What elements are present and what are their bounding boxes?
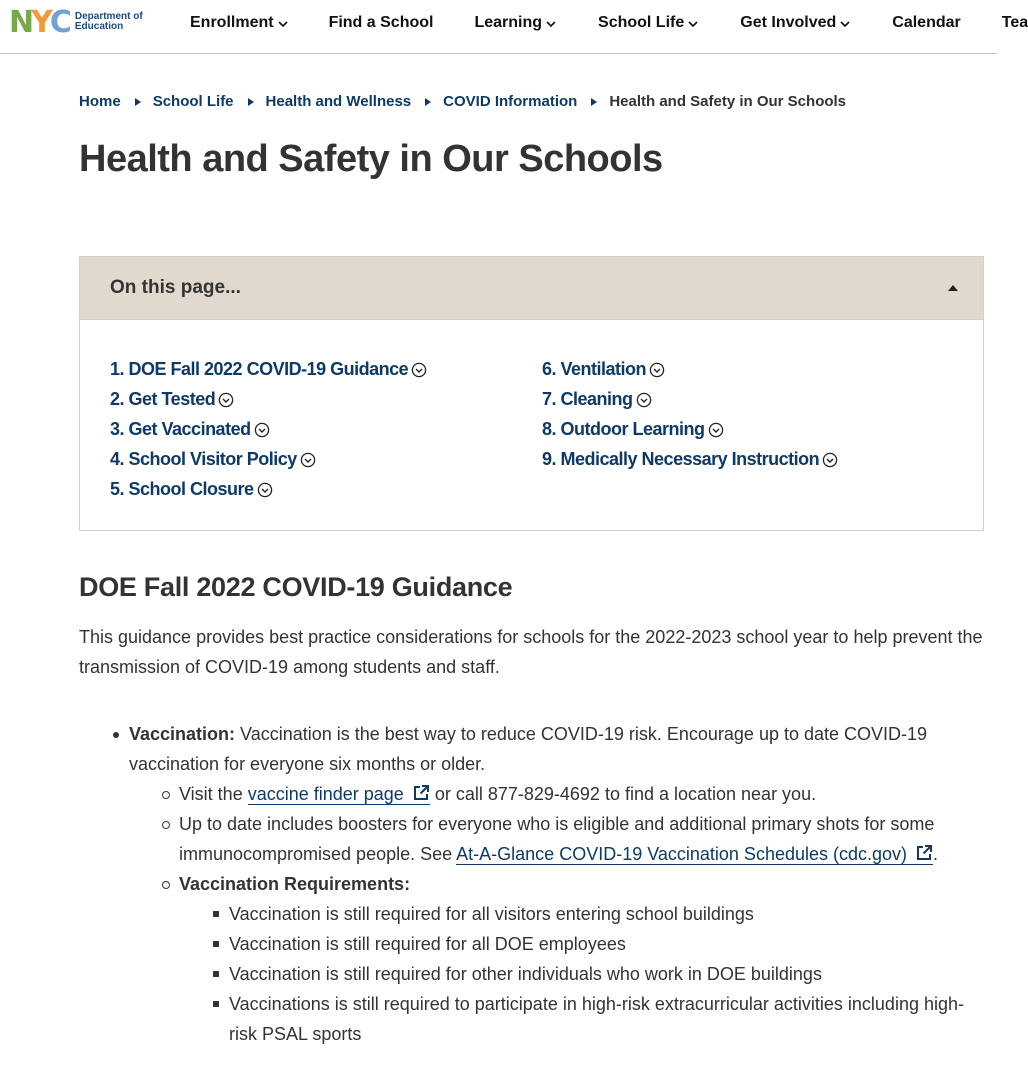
requirement-text: Vaccination is still required for all visitors entering school buildings <box>229 904 754 924</box>
on-this-page-column-left <box>110 354 427 504</box>
bullet-square-icon <box>213 911 219 917</box>
nav-item-find-a-school[interactable] <box>329 14 434 32</box>
text: or call 877-829-4692 to find a location near you. <box>429 784 817 804</box>
page-title: Health and Safety in Our Schools <box>79 138 663 180</box>
nyc-doe-logo[interactable] <box>9 5 143 40</box>
circle-chevron-down-icon <box>708 422 724 438</box>
site-header <box>0 0 1028 54</box>
main-nav <box>190 0 1028 46</box>
on-this-page-column-right <box>542 354 838 474</box>
requirement-item <box>229 929 989 959</box>
text: Visit the <box>179 784 248 804</box>
bullet-square-icon <box>213 941 219 947</box>
toc-link-label: 6. Ventilation <box>542 358 647 379</box>
breadcrumb-separator-icon <box>591 98 597 106</box>
cdc-vaccination-schedules-link[interactable] <box>456 844 933 865</box>
breadcrumb <box>79 93 846 110</box>
nav-label: Calendar <box>892 14 961 31</box>
logo-letter-y: Y <box>31 5 50 40</box>
on-this-page-toggle[interactable] <box>80 257 983 320</box>
nav-label: Find a School <box>328 14 434 31</box>
external-link-icon <box>915 844 933 862</box>
chevron-down-icon <box>277 18 289 30</box>
logo-text-line1: Department of <box>74 10 143 22</box>
nyc-logo-mark <box>9 5 69 40</box>
bullet-circle-icon <box>162 821 170 829</box>
circle-chevron-down-icon <box>300 452 316 468</box>
text: . <box>933 844 939 864</box>
nav-item-enrollment[interactable] <box>190 14 289 32</box>
requirement-text: Vaccination is still required for all DOE employees <box>229 934 626 954</box>
toc-link-medically-necessary-instruction[interactable] <box>542 444 838 474</box>
toc-link-label: 9. Medically Necessary Instruction <box>542 448 820 469</box>
circle-chevron-down-icon <box>254 422 270 438</box>
section-intro: This guidance provides best practice considerations for schools for the 2022-2023 school year to help prevent the transmission of COVID-19 among students and staff. <box>79 627 983 677</box>
nav-label: Get Involved <box>740 14 837 31</box>
bullet-square-icon <box>213 1001 219 1007</box>
vaccination-sublist <box>179 779 989 1049</box>
requirement-text: Vaccination is still required for other individuals who work in DOE buildings <box>229 964 822 984</box>
toc-link-label: 1. DOE Fall 2022 COVID-19 Guidance <box>110 358 409 379</box>
bullet-circle-icon <box>162 881 170 889</box>
breadcrumb-separator-icon <box>425 98 431 106</box>
logo-letter-n: N <box>9 5 32 40</box>
external-link-icon <box>412 784 430 802</box>
link-label: At-A-Glance COVID-19 Vaccination Schedules (cdc.gov) <box>456 844 908 864</box>
link-label: vaccine finder page <box>247 784 404 804</box>
breadcrumb-separator-icon <box>135 98 141 106</box>
text: Up to date includes boosters for everyone who is eligible and additional primary shots for some immunocompromised people. See <box>179 814 935 864</box>
nav-label: Learning <box>474 14 543 31</box>
circle-chevron-down-icon <box>218 392 234 408</box>
toc-link-outdoor-learning[interactable] <box>542 414 838 444</box>
list-item-vaccination <box>129 719 989 1049</box>
bullet-circle-icon <box>162 791 170 799</box>
breadcrumb-health-and-wellness[interactable]: Health and Wellness <box>265 93 412 110</box>
requirements-list <box>229 899 989 1049</box>
nav-item-calendar[interactable] <box>892 14 960 32</box>
toc-link-cleaning[interactable] <box>542 384 838 414</box>
toc-link-label: 3. Get Vaccinated <box>110 418 251 439</box>
breadcrumb-covid-information[interactable]: COVID Information <box>443 93 578 110</box>
requirement-item <box>229 989 989 1049</box>
requirement-text: Vaccinations is still required to participate in high-risk extracurricular activities including high-risk PSAL sports <box>229 994 964 1044</box>
chevron-down-icon <box>545 18 557 30</box>
section-title: DOE Fall 2022 COVID-19 Guidance <box>79 572 513 602</box>
bullet-disc-icon <box>113 732 119 738</box>
toc-link-get-tested[interactable] <box>110 384 427 414</box>
circle-chevron-down-icon <box>257 482 273 498</box>
vaccination-text: Vaccination is the best way to reduce COVID-19 risk. Encourage up to date COVID-19 vaccination for everyone six months or older. <box>129 724 928 774</box>
nav-item-teachers[interactable] <box>1002 14 1028 32</box>
circle-chevron-down-icon <box>411 362 427 378</box>
list-item-up-to-date <box>179 809 989 869</box>
requirements-label: Vaccination Requirements: <box>179 874 411 894</box>
toc-link-label: 7. Cleaning <box>542 388 633 409</box>
logo-text-line2: Education <box>74 20 124 32</box>
chevron-down-icon <box>687 18 699 30</box>
nav-label: Enrollment <box>190 14 274 31</box>
chevron-down-icon <box>839 18 851 30</box>
list-item-vaccination-requirements <box>179 869 989 1049</box>
requirement-item <box>229 899 989 929</box>
toc-link-label: 2. Get Tested <box>110 388 216 409</box>
toc-link-label: 4. School Visitor Policy <box>110 448 297 469</box>
nav-item-get-involved[interactable] <box>740 14 851 32</box>
bullet-square-icon <box>213 971 219 977</box>
toc-link-label: 5. School Closure <box>110 478 254 499</box>
breadcrumb-school-life[interactable]: School Life <box>152 93 234 110</box>
circle-chevron-down-icon <box>649 362 665 378</box>
nav-item-learning[interactable] <box>474 14 557 32</box>
toc-link-label: 8. Outdoor Learning <box>542 418 705 439</box>
on-this-page-panel <box>79 256 984 531</box>
circle-chevron-down-icon <box>636 392 652 408</box>
caret-up-icon <box>948 285 958 291</box>
toc-link-school-visitor-policy[interactable] <box>110 444 427 474</box>
breadcrumb-separator-icon <box>248 98 254 106</box>
logo-text <box>75 12 143 32</box>
logo-letter-c: C <box>49 5 69 40</box>
toc-link-school-closure[interactable] <box>110 474 427 504</box>
list-item-vaccine-finder <box>179 779 989 809</box>
toc-link-fall-2022-guidance[interactable] <box>110 354 427 384</box>
nav-label: School Life <box>598 14 685 31</box>
vaccination-label: Vaccination: <box>129 724 236 744</box>
nav-label: Tea <box>1001 14 1028 31</box>
circle-chevron-down-icon <box>822 452 838 468</box>
guidance-list <box>129 719 989 1049</box>
breadcrumb-current: Health and Safety in Our Schools <box>609 93 847 110</box>
breadcrumb-home[interactable]: Home <box>79 93 121 110</box>
requirement-item <box>229 959 989 989</box>
nav-item-school-life[interactable] <box>598 14 699 32</box>
toc-link-ventilation[interactable] <box>542 354 838 384</box>
toc-link-get-vaccinated[interactable] <box>110 414 427 444</box>
on-this-page-title: On this page... <box>110 277 241 298</box>
vaccine-finder-link[interactable] <box>248 784 430 805</box>
